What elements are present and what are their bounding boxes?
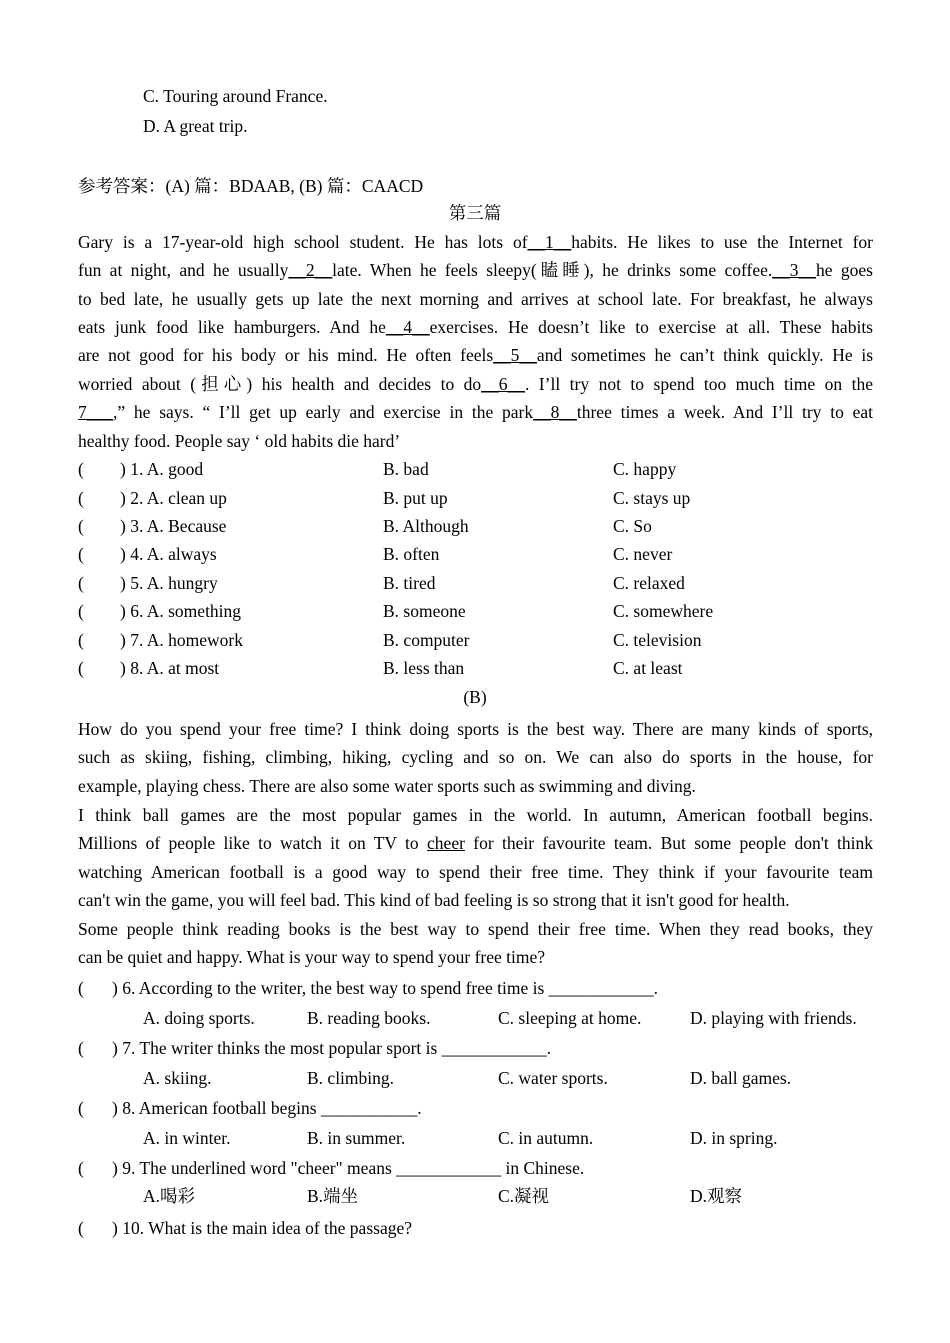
question-item: ) 5. A. hungry xyxy=(120,573,218,593)
passage-line: are not good for his body or his mind. He often feels__5__and sometimes he can’t think quickly. He is xyxy=(78,345,874,365)
question-item: ) 8. A. at most xyxy=(120,658,220,678)
passage-b-line: can't win the game, you will feel bad. This kind of bad feeling is so strong that it isn't good for health. xyxy=(78,890,790,910)
passage-b-line: can be quiet and happy. What is your way to spend your free time? xyxy=(78,947,546,967)
passage-b-line: I think ball games are the most popular games in the world. In autumn, American football begins. xyxy=(78,805,873,825)
question-item: ) 4. A. always xyxy=(120,544,217,564)
question-item: ) 6. A. something xyxy=(120,601,242,621)
passage-b-line: Millions of people like to watch it on TV to cheer for their favourite team. But some people don't think xyxy=(78,833,874,853)
question-item: ) 7. A. homework xyxy=(120,630,243,650)
answer-key: 参考答案：(A) 篇：BDAAB, (B) 篇：CAACD xyxy=(78,176,424,196)
question-stem: ) 10. What is the main idea of the passage? xyxy=(112,1218,412,1238)
passage-b-line: watching American football is a good way to spend their free time. They think if your favourite team xyxy=(78,862,873,882)
passage-line: Gary is a 17-year-old high school student. He has lots of__1__habits. He likes to use the Internet for xyxy=(78,232,873,252)
passage-b-line: example, playing chess. There are also some water sports such as swimming and diving. xyxy=(78,776,696,796)
passage-line: eats junk food like hamburgers. And he__4__exercises. He doesn’t like to exercise at all. These habits xyxy=(78,317,873,337)
question-stem: ) 7. The writer thinks the most popular sport is ____________. xyxy=(112,1038,552,1058)
passage-line: to bed late, he usually gets up late the next morning and arrives at school late. For breakfast, he always xyxy=(78,289,873,309)
question-item: ) 1. A. good xyxy=(120,459,204,479)
question-stem: ) 6. According to the writer, the best way to spend free time is ____________. xyxy=(112,978,659,998)
passage-b-line: such as skiing, fishing, climbing, hiking, cycling and so on. We can also do sports in the house, for xyxy=(78,747,873,767)
passage-b-line: How do you spend your free time? I think doing sports is the best way. There are many kinds of sports, xyxy=(78,719,873,739)
blank-8: __8__ xyxy=(533,402,577,422)
passage-line: healthy food. People say ‘ old habits die hard’ xyxy=(78,431,401,451)
question-item: ) 2. A. clean up xyxy=(120,488,227,508)
blank-1: __1__ xyxy=(527,232,572,252)
question-stem: ) 8. American football begins ___________. xyxy=(112,1098,422,1118)
option-d: D. A great trip. xyxy=(143,116,248,136)
blank-7: 7___ xyxy=(78,402,113,422)
blank-4: __4__ xyxy=(385,317,430,337)
passage-line: worried about (担心) his health and decides to do__6__. I’ll try not to spend too much time on the xyxy=(78,374,873,394)
blank-6: __6__ xyxy=(481,374,525,394)
passage-b-line: Some people think reading books is the best way to spend their free time. When they read books, they xyxy=(78,919,873,939)
blank-3: __3__ xyxy=(772,260,817,280)
document-page: C. Touring around France. D. A great trip. 参考答案：(A) 篇：BDAAB, (B) 篇：CAACD 第三篇 Gary is a 17-year-old high school student. He has lots of__1__habits. He likes to use the Internet for fun at night, and he usually__2__late. When he feels sleepy(瞌睡), he drinks some coffee.__3__he goes to bed late, he usually gets up late the next morning and arrives at school late. For breakfast, he always eats junk food like hamburgers. And he__4__exercises. He doesn’t like to exercise at all. These habits are not good for his body or his mind. He often feels__5__and sometimes he can’t think quickly. He is worried about (担心) his health and decides to do__6__. I’ll try not to spend too much time on the 7___,” he says. “ I’ll get up early and exercise in the park__8__three times a week. And I’ll try to eat healthy food. People say ‘ old habits die hard’ ( ) 1. A. good B. bad C. happy ( ) 2. A. clean up B. put up C. stays up ( ) 3. A. Because B. Although C. So ( ) 4. A. always B. often C. never ( ) 5. A. hungry B. tired C. relaxed ( ) 6. A. something B. someone C. somewhere ( ) 7. A. homework B. computer C. television ( ) 8. A. at most B. less than C. at least (B) How do you spend your free time? I think doing sports is the best way. There are many kinds of sports, such as skiing, fishing, climbing, hiking, cycling and so on. We can also do sports in the house, for example, playing chess. There are also some water sports such as swimming and diving. I think ball games are the most popular games in the world. In autumn, American football begins. Millions of people like to watch it on TV to cheer for their favourite team. But some people don't think watching American football is a good way to spend their free time. They think if your favourite team can't win the game, you will feel bad. This kind of bad feeling is so strong that it isn't good for health. Some people think reading books is the best way to spend their free time. When they read books, they can be quiet and happy. What is your way to spend your free time? ( ) 6. According to the writer, the best way to spend free time is ____________. A. doing sports. B. reading books. C. sleeping at home. D. playing with friends. ( ) 7. The writer thinks the most popular sport is ____________. A. skiing. B. climbing. C. water sports. D. ball games. ( ) 8. American football begins ___________. A. in winter. B. in summer. C. in autumn. D. in spring. ( ) 9. The underlined word "cheer" means ____________ in Chinese. A.喝彩 B.端坐 C.凝视 D.观察 ( ) 10. What is the main idea of the passage? xyxy=(0,0,950,1343)
question-stem: ) 9. The underlined word "cheer" means ____________ in Chinese. xyxy=(112,1158,585,1178)
cheer-word: cheer xyxy=(427,833,465,853)
question-item: ) 3. A. Because xyxy=(120,516,227,536)
passage-line: 7___,” he says. “ I’ll get up early and exercise in the park__8__three times a week. And I’ll try to eat xyxy=(78,402,873,422)
option-c: C. Touring around France. xyxy=(143,86,328,106)
blank-5: __5__ xyxy=(493,345,537,365)
passage-line: fun at night, and he usually__2__late. When he feels sleepy(瞌睡), he drinks some coffee.__3__he goes xyxy=(78,260,873,280)
section-b-title: (B) xyxy=(463,687,487,707)
section-title: 第三篇 xyxy=(448,203,502,223)
blank-2: __2__ xyxy=(288,260,333,280)
